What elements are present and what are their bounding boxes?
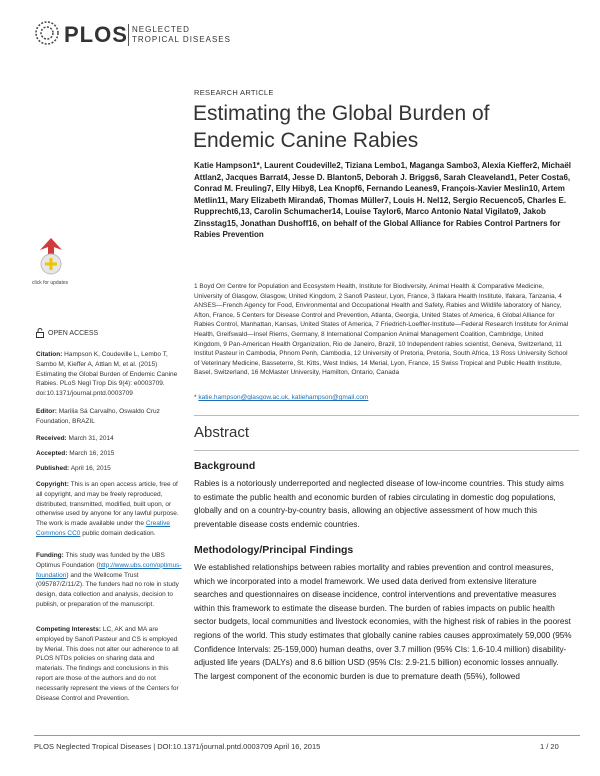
corresponding-email: [194, 394, 368, 401]
article-type: RESEARCH ARTICLE: [194, 88, 274, 97]
methods-heading: Methodology/Principal Findings: [194, 544, 354, 556]
accepted-block: [36, 449, 184, 459]
editor-text: Marilia Sá Carvalho, Oswaldo Cruz Foundation, BRAZIL: [36, 408, 160, 425]
logo-divider: [128, 24, 129, 46]
ubs-optimus-link[interactable]: http://www.ubs.com/optimus-foundation: [36, 561, 182, 579]
background-text: Rabies is a notoriously underreported and neglected disease of low-income countries. This study aims to estimate the public health and economic burden of rabies circulating in domestic dog populations, globally and on a country-by-country basis, allowing an objective assessment of how much this preventable disease costs endemic countries.: [194, 479, 564, 529]
citation-block: [36, 350, 184, 399]
competing-text: LC, AK and MA are employed by Sanofi Pasteur and CS is employed by Merial. This does not alter our adherence to all PLOS NTDs policies on sharing data and materials. The findings and conclusions in this report are those of the authors and do not necessarily represent the views of the Centers for Disease Control and Prevention.: [36, 626, 179, 702]
journal-name: [132, 25, 231, 45]
creative-commons-link[interactable]: Creative Commons CC0: [36, 520, 171, 537]
funding-block: [36, 551, 184, 610]
copyright-block: [36, 480, 184, 539]
article-title: Estimating the Global Burden of Endemic Canine Rabies: [193, 102, 490, 152]
email-link[interactable]: katie.hampson@glasgow.ac.uk, katiehampson@gmail.com: [198, 394, 369, 401]
plos-logo: [34, 20, 64, 46]
editor-block: [36, 407, 184, 427]
funding-label: Funding:: [36, 552, 64, 559]
competing-label: Competing Interests:: [36, 626, 102, 633]
published-date: April 16, 2015: [70, 465, 111, 472]
author-list: Katie Hampson1*, Laurent Coudeville2, Tiziana Lembo1, Maganga Sambo3, Alexia Kieffer2, Michaël Attlan2, Jacques Barrat4, Jesse D. Blanton5, Deborah J. Briggs6, Sarah Cleaveland1, Peter Costa6, Conrad M. Freuling7, Elly Hiby8, Lea Knopf6, Fernando Leanes9, François-Xavier Meslin10, Artem Metlin11, Mary Elizabeth Miranda6, Thomas Müller7, Louis H. Nel12, Sergio Recuenco5, Charles E. Rupprecht6,13, Carolin Schumacher14, Louise Taylor6, Marco Antonio Natal Vigilato9, Jakob Zinsstag15, Jonathan Dushoff16, on behalf of the Global Alliance for Rabies Control Partners for Rabies Prevention: [194, 161, 571, 239]
footer-citation: PLOS Neglected Tropical Diseases | DOI:10.1371/journal.pntd.0003709 April 16, 2015: [34, 742, 321, 751]
funding-text-2: ) and the Wellcome Trust (095787/Z/11/Z). The funders had no role in study design, data collection and analysis, decision to publish, or preparation of the manuscript.: [36, 571, 179, 608]
abstract-rule-top: [194, 415, 579, 416]
competing-interests-block: [36, 625, 184, 703]
methods-text: We established relationships between rabies mortality and rabies prevention and control measures, which we incorporated into a model framework. We used data derived from extensive literature searches and questionnaires on disease incidence, control interventions and preventative measures within this framework to estimate the disease burden. The burden of rabies impacts on public health sector budgets, local communities and livestock economies, with the highest risk of rabies in the poorest regions of the world. This study estimates that globally canine rabies causes approximately 59,000 (95% Confidence Intervals: 25-159,000) human deaths, over 3.7 million (95% CIs: 1.6-10.4 million) disability-adjusted life years (DALYs) and 8.6 billion USD (95% CIs: 2.9-21.5 billion) economic losses annually. The largest component of the economic burden is due to premature death (55%), followed: [194, 563, 572, 681]
plos-logo-icon: [34, 20, 64, 46]
footer-rule: [34, 735, 580, 736]
funding-text-1: This study was funded by the UBS Optimus Foundation (: [36, 552, 165, 569]
affiliations: 1 Boyd Orr Centre for Population and Ecosystem Health, Institute for Biodiversity, Animal Health & Comparative Medicine, University of Glasgow, Glasgow, United Kingdom, 2 Sanofi Pasteur, Lyon, France, 3 Ifakara Health Institute, Ifakara, Tanzania, 4 ANSES—French Agency for Food, Environmental and Occupational Health and Safety, Rabies and Wildlife laboratory of Nancy, Afton, France, 5 Centers for Disease Control and Prevention, Atlanta, Georgia, United States of America, 6 Global Alliance for Rabies Control, Manhattan, Kansas, United States of America, 7 Friedrich-Loeffler-Institute—Federal Research Institute for Animal Health, Greifswald—Insel Riems, Germany, 8 International Companion Animal Management Coalition, Cambridge, United Kingdom, 9 Pan-American Health Organization, Rio de Janeiro, Brazil, 10 Independent rabies scientist, Geneva, Switzerland, 11 Institut Pasteur in Cambodia, Phnom Penh, Cambodia, 12 University of Pretoria, Pretoria, South Africa, 13 Ross University School of Veterinary Medicine, Basseterre, St. Kitts, West Indies, 14 Merial, Lyon, France, 15 Swiss Tropical and Public Health Institute, Basel, Switzerland, 16 McMaster University, Hamilton, Ontario, Canada: [194, 283, 569, 377]
citation-label: Citation:: [36, 351, 63, 358]
received-block: [36, 434, 184, 444]
journal-name-line2: TROPICAL DISEASES: [132, 35, 231, 44]
published-label: Published:: [36, 465, 70, 472]
received-label: Received:: [36, 435, 67, 442]
journal-name-line1: NEGLECTED: [132, 25, 190, 34]
open-access-label: OPEN ACCESS: [48, 329, 99, 337]
open-lock-icon: [36, 328, 44, 338]
citation-text: Hampson K, Coudeville L, Lembo T, Sambo M, Kieffer A, Attlan M, et al. (2015) Estimating the Global Burden of Endemic Canine Rabies. PLoS Negl Trop Dis 9(4): e0003709. doi:10.1371/journal.pntd.0003709: [36, 351, 178, 398]
copyright-end: public domain dedication.: [82, 529, 156, 537]
crossmark-icon: [36, 236, 66, 280]
accepted-label: Accepted:: [36, 450, 68, 457]
crossmark-label: click for updates: [32, 280, 69, 286]
copyright-label: Copyright:: [36, 481, 69, 488]
published-block: [36, 464, 184, 474]
open-access-badge: [36, 328, 98, 338]
email-star: *: [194, 394, 197, 401]
editor-label: Editor:: [36, 408, 57, 415]
copyright-text: This is an open access article, free of all copyright, and may be freely reproduced, distributed, transmitted, modified, built upon, or otherwise used by anyone for any lawful purpose. The work is made available under the: [36, 481, 179, 528]
abstract-rule-bottom: [194, 450, 579, 451]
abstract-heading: Abstract: [194, 424, 250, 441]
background-heading: Background: [194, 460, 256, 472]
accepted-date: March 16, 2015: [69, 450, 115, 457]
received-date: March 31, 2014: [68, 435, 114, 442]
page-number: 1 / 20: [540, 742, 559, 751]
crossmark-badge[interactable]: [36, 236, 66, 280]
plos-wordmark: PLOS: [64, 22, 128, 47]
